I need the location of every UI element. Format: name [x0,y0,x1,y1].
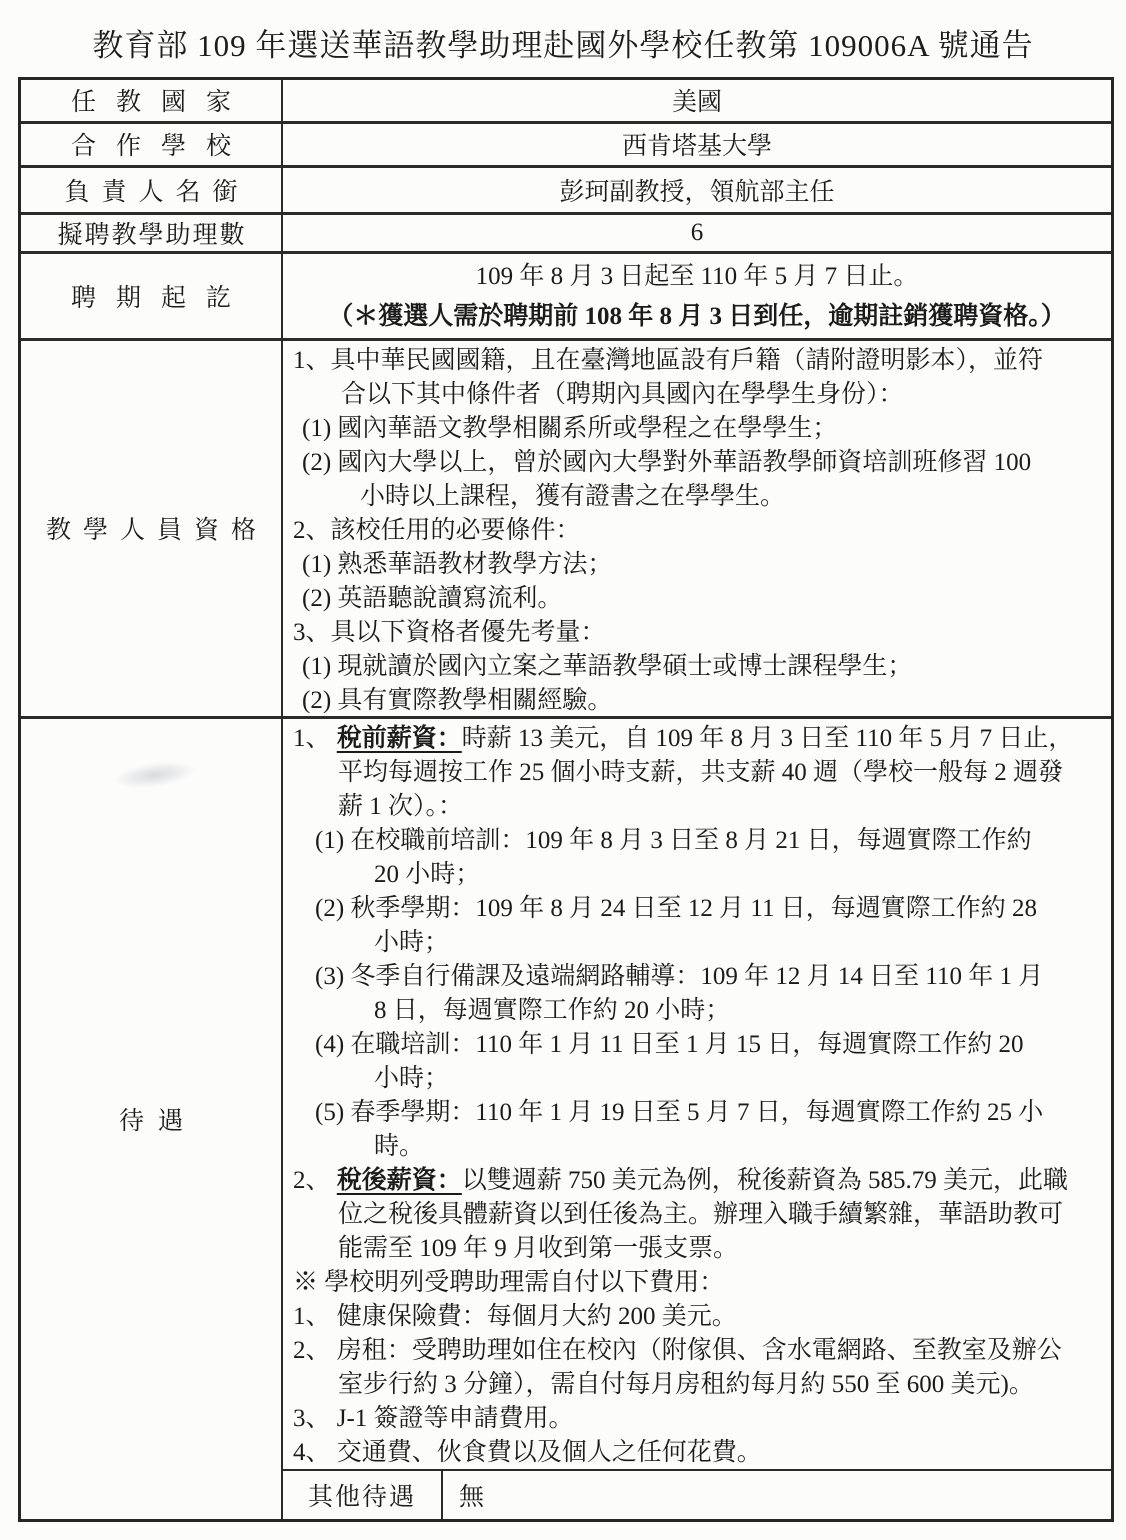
text-line [293,514,1099,548]
text-segment: (1) 現就讀於國內立案之華語教學碩士或博士課程學生； [302,652,913,680]
document-title: 教育部 109 年選送華語教學助理赴國外學校任教第 109006A 號通告 [92,28,1034,63]
row-assistant-count [21,215,1111,254]
value-text: 美國 [671,89,722,117]
text-segment: 1、 健康保險費：每個月大約 200 美元。 [293,1302,737,1330]
text-segment: 1、具中華民國國籍，且在臺灣地區設有戶籍（請附證明影本），並符 [293,346,1044,374]
value-teaching-country [283,80,1111,121]
text-segment: 時。 [374,1132,425,1160]
label-text: 待遇 [118,1107,197,1135]
label-text: 擬聘教學助理數 [57,222,247,250]
label-other-benefits [283,1471,443,1519]
text-segment: 1、 [293,724,337,752]
text-segment: 以雙週薪 750 美元為例，稅後薪資為 585.79 美元，此職 [461,1166,1069,1194]
text-segment: 位之稅後具體薪資以到任後為主。辦理入職手續繁雜，華語助教可 [338,1200,1064,1228]
row-employment-period [21,254,1111,341]
text-segment: 合以下其中條件者（聘期內具國內在學學生身份）： [341,380,904,408]
text-line [293,892,1099,926]
text-line [293,1198,1099,1232]
text-segment: 20 小時； [374,860,481,888]
period-line-2: （＊獲選人需於聘期前 108 年 8 月 3 日到任，逾期註銷獲聘資格。） [328,303,1066,331]
text-segment: 2、該校任用的必要條件： [293,516,581,544]
text-segment: 薪 1 次）。： [338,792,464,820]
text-segment: 小時以上課程，獲有證書之在學學生。 [360,482,786,510]
text-line [293,412,1099,446]
text-line [293,1096,1099,1130]
text-segment: 能需至 109 年 9 月收到第一張支票。 [338,1234,739,1262]
value-text: 無 [459,1483,485,1511]
label-text: 任教國家 [70,89,251,117]
text-segment: (2) 具有實際教學相關經驗。 [302,686,613,714]
text-line [293,756,1099,790]
text-segment: (4) 在職培訓：110 年 1 月 11 日至 1 月 15 日，每週實際工作約 20 [315,1030,1024,1058]
text-segment: 3、 J-1 簽證等申請費用。 [293,1404,574,1432]
label-compensation [21,719,283,1519]
value-other-benefits [443,1471,1111,1519]
label-text: 其他待遇 [307,1483,416,1511]
text-line [293,1334,1099,1368]
text-segment: (3) 冬季自行備課及遠端網路輔導：109 年 12 月 14 日至 110 年 1 月 [315,962,1044,990]
label-contact-person [21,168,283,213]
text-line [293,994,1099,1028]
text-segment: 4、 交通費、伙食費以及個人之任何花費。 [293,1438,762,1466]
compensation-right-stack [283,719,1111,1519]
text-segment: 2、 [293,1166,337,1194]
value-text: 彭珂副教授，領航部主任 [559,179,835,207]
row-compensation [21,719,1111,1519]
text-line [293,960,1099,994]
text-line [293,548,1099,582]
text-line [293,684,1099,718]
text-segment: 平均每週按工作 25 個小時支薪，共支薪 40 週（學校一般每 2 週發 [338,758,1064,786]
period-line-1: 109 年 8 月 3 日起至 110 年 5 月 7 日止。 [475,263,919,291]
label-text: 教學人員資格 [45,517,268,545]
text-segment: 時薪 13 美元，自 109 年 8 月 3 日至 110 年 5 月 7 日止， [461,724,1074,752]
text-line [293,582,1099,616]
text-segment: 3、具以下資格者優先考量： [293,618,606,646]
value-contact-person [283,168,1111,213]
notice-table [18,77,1114,1522]
row-partner-school [21,124,1111,168]
compensation-content [283,719,1111,1469]
row-teaching-country [21,80,1111,124]
text-segment: (1) 熟悉華語教材教學方法； [302,550,613,578]
text-segment: 稅前薪資： [336,724,462,752]
text-segment: 稅後薪資： [336,1166,462,1194]
text-line [293,824,1099,858]
text-line [293,790,1099,824]
text-line [293,722,1099,756]
text-line [293,1164,1099,1198]
text-segment: 小時； [374,928,450,956]
text-segment: ※ 學校明列受聘助理需自付以下費用： [293,1268,725,1296]
row-contact-person [21,168,1111,216]
text-line [293,480,1099,514]
text-line [293,650,1099,684]
value-assistant-count [283,215,1111,251]
text-line [293,616,1099,650]
text-line [293,1130,1099,1164]
text-segment: (2) 英語聽說讀寫流利。 [302,584,563,612]
text-segment: 8 日，每週實際工作約 20 小時； [374,996,731,1024]
label-partner-school [21,124,283,165]
text-segment: 室步行約 3 分鐘），需自付每月房租約每月約 550 至 600 美元)。 [338,1370,1034,1398]
value-text: 西肯塔基大學 [621,133,772,161]
qualifications-content [283,341,1111,716]
label-qualifications [21,341,283,716]
text-line [293,1232,1099,1266]
text-line [293,1028,1099,1062]
text-line [293,446,1099,480]
text-segment: (5) 春季學期：110 年 1 月 19 日至 5 月 7 日，每週實際工作約 25 小 [315,1098,1044,1126]
label-assistant-count [21,215,283,251]
value-partner-school [283,124,1111,165]
text-line [293,1062,1099,1096]
text-line [293,1266,1099,1300]
label-employment-period [21,254,283,338]
text-segment: (2) 國內大學以上，曾於國內大學對外華語教學師資培訓班修習 100 [302,448,1032,476]
label-teaching-country [21,80,283,121]
text-line [293,1402,1099,1436]
text-line [293,1436,1099,1470]
text-line [293,378,1099,412]
text-segment: (1) 國內華語文教學相關系所或學程之在學學生； [302,414,838,442]
text-segment: 小時； [374,1064,450,1092]
row-qualifications [21,341,1111,719]
label-text: 合作學校 [70,133,251,161]
text-segment: (1) 在校職前培訓：109 年 8 月 3 日至 8 月 21 日，每週實際工作約 [315,826,1032,854]
value-employment-period [283,254,1111,338]
text-segment: 2、 房租：受聘助理如住在校內（附傢俱、含水電網路、至教室及辦公 [293,1336,1062,1364]
label-text: 聘期起訖 [70,285,251,313]
text-line [293,926,1099,960]
row-other-benefits [283,1469,1111,1519]
text-line [293,1368,1099,1402]
text-line [293,858,1099,892]
text-segment: (2) 秋季學期：109 年 8 月 24 日至 12 月 11 日，每週實際工作約 28 [315,894,1037,922]
text-line [293,344,1099,378]
text-line [293,1300,1099,1334]
label-text: 負責人名銜 [64,179,250,207]
value-text: 6 [690,219,704,247]
